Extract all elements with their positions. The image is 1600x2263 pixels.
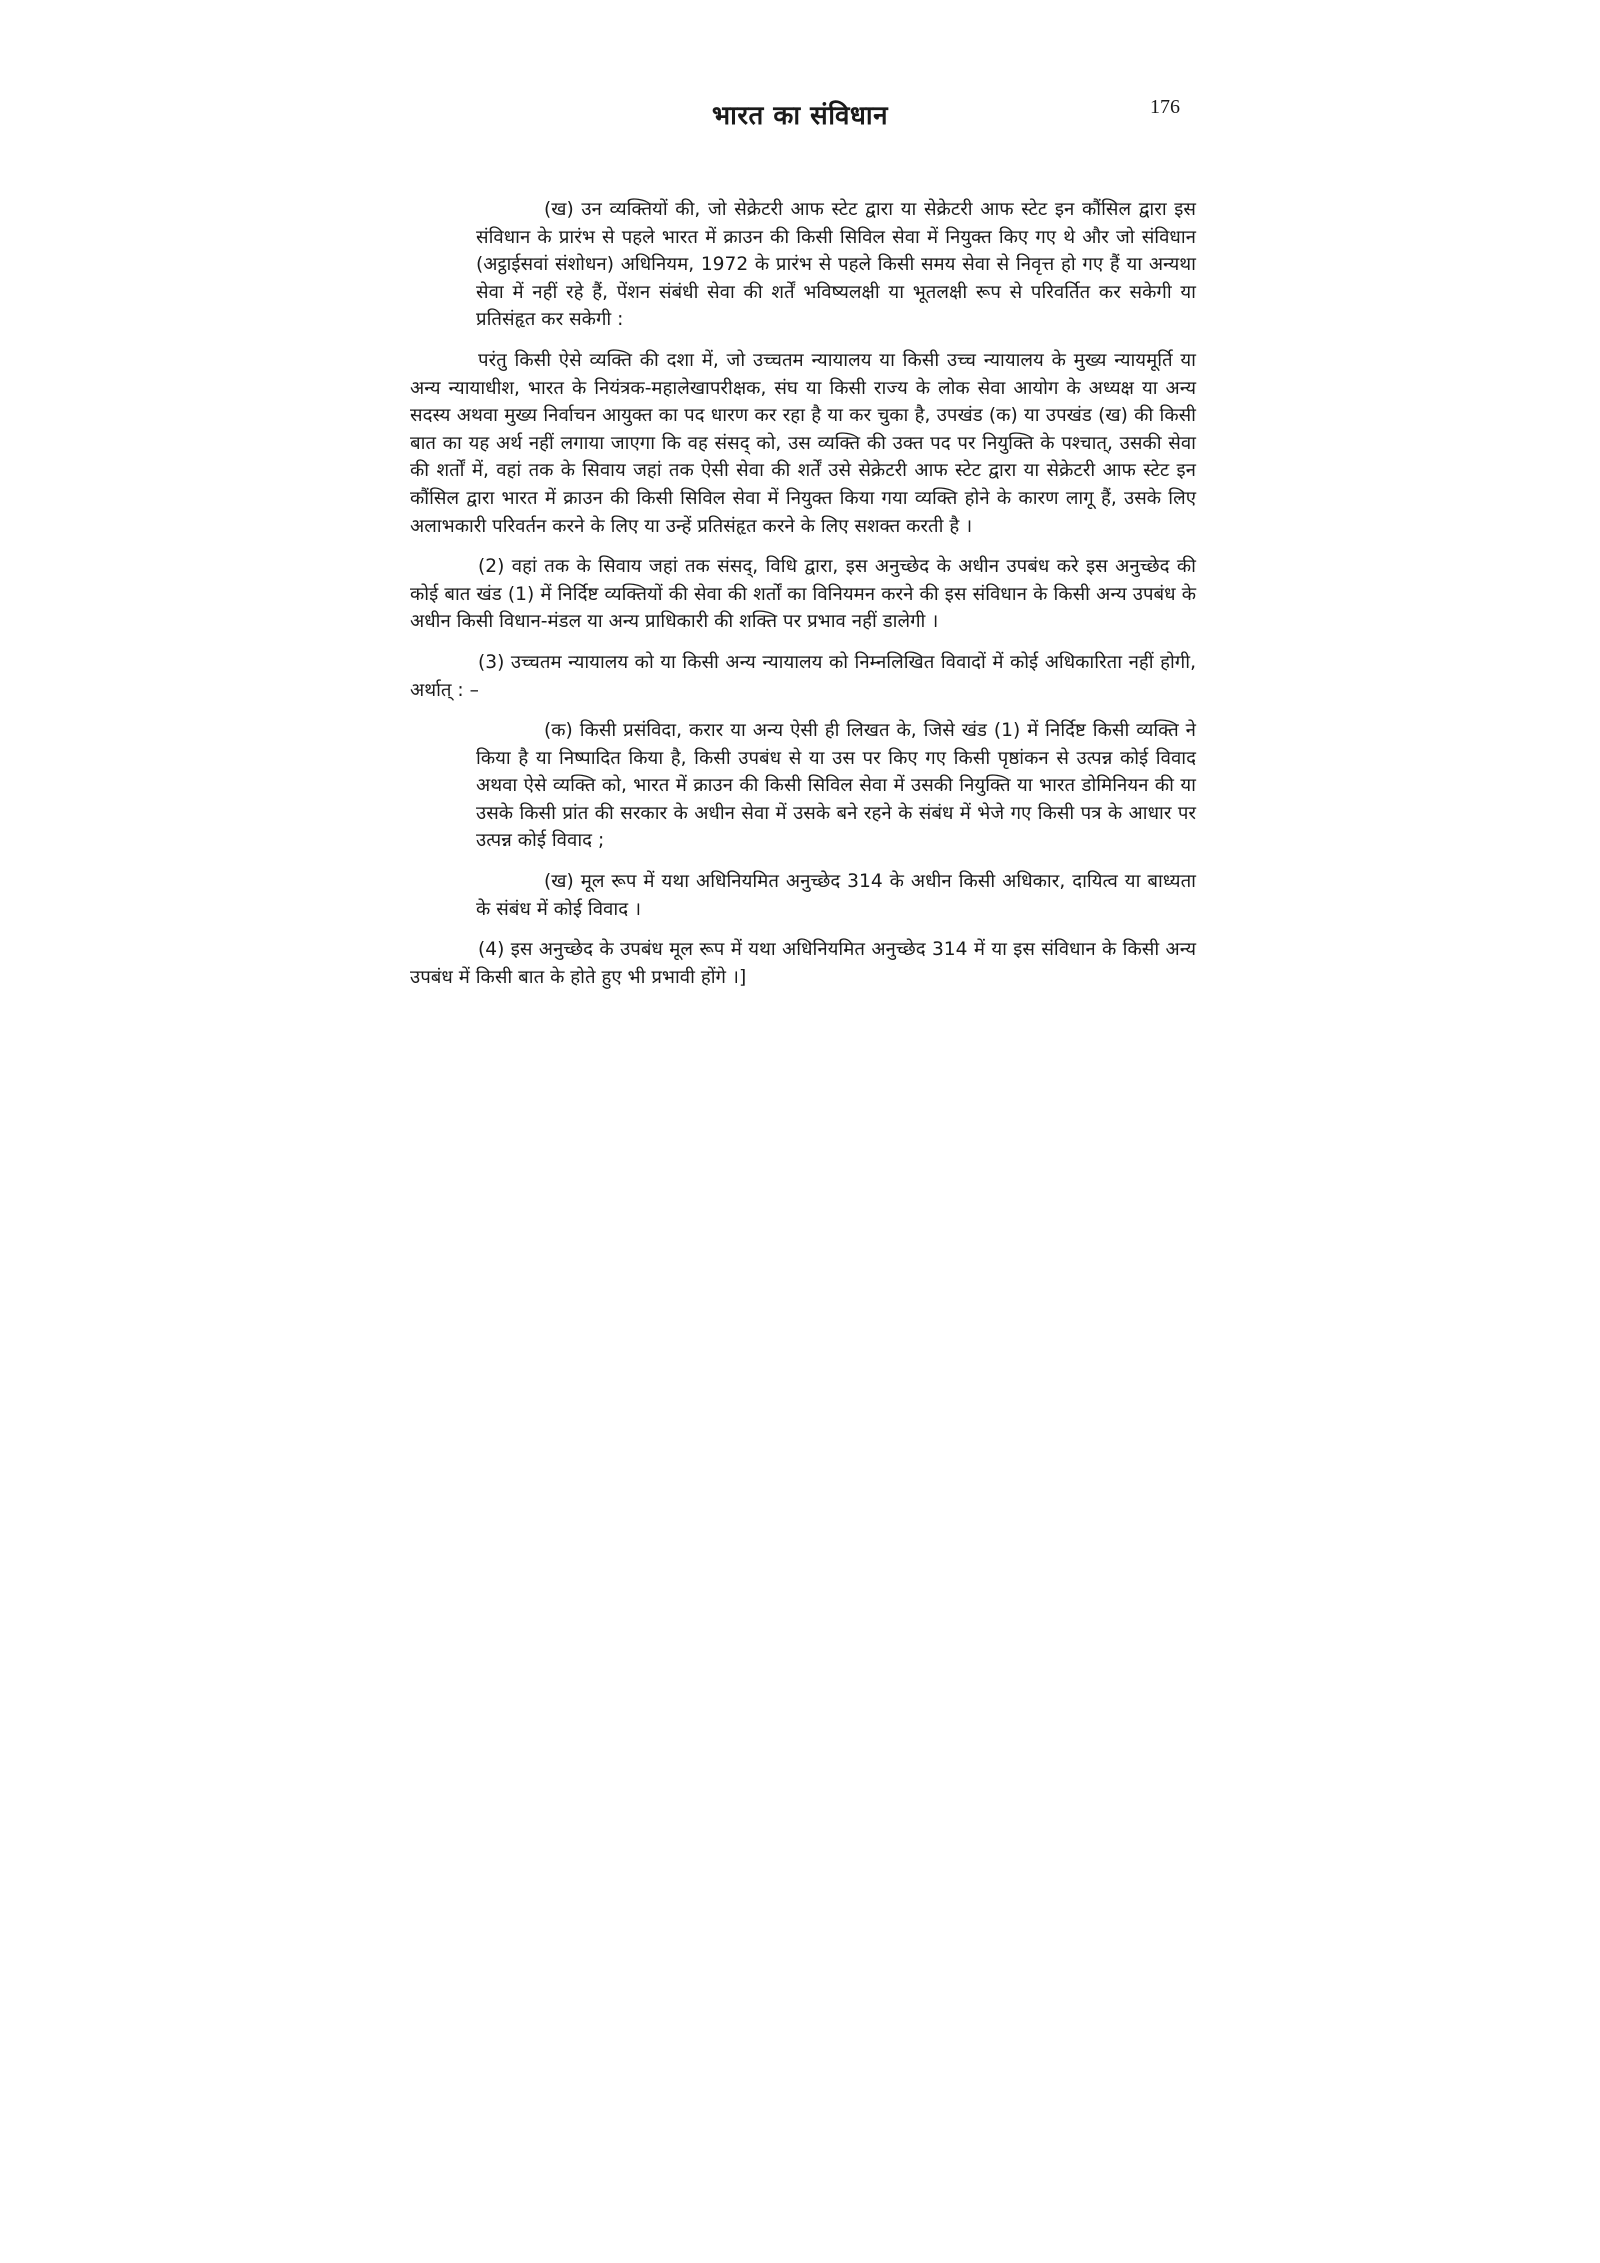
paragraph-clause-4: (4) इस अनुच्छेद के उपबंध मूल रूप में यथा अधिनियमित अनुच्छेद 314 में या इस संविधान के किसी अन्य उपबंध में किसी बात के होते हुए भी प्रभावी होंगे ।] — [410, 939, 1196, 988]
paragraph-clause-2: (2) वहां तक के सिवाय जहां तक संसद्, विधि द्वारा, इस अनुच्छेद के अधीन उपबंध करे इस अनुच्छेद की कोई बात खंड (1) में निर्दिष्ट व्यक्तियों की सेवा की शर्तों का विनियमन करने की इस संविधान के किसी अन्य उपबंध के अधीन किसी विधान-मंडल या अन्य प्राधिकारी की शक्ति पर प्रभाव नहीं डालेगी । — [410, 556, 1196, 633]
paragraph-subclause-ka: (क) किसी प्रसंविदा, करार या अन्य ऐसी ही लिखत के, जिसे खंड (1) में निर्दिष्ट किसी व्यक्ति ने किया है या निष्पादित किया है, किसी उपबंध से या उस पर किए गए किसी पृष्ठांकन से उत्पन्न कोई विवाद अथवा ऐसे व्यक्ति को, भारत में क्राउन की किसी सिविल सेवा में उसकी नियुक्ति या भारत डोमिनियन की या उसके किसी प्रांत की सरकार के अधीन सेवा में उसके बने रहने के संबंध में भेजे गए किसी पत्र के आधार पर उत्पन्न कोई विवाद ; — [476, 720, 1196, 852]
paragraph-clause-kha: (ख) उन व्यक्तियों की, जो सेक्रेटरी आफ स्टेट द्वारा या सेक्रेटरी आफ स्टेट इन कौंसिल द्वारा इस संविधान के प्रारंभ से पहले भारत में क्राउन की किसी सिविल सेवा में नियुक्त किए गए थे और जो संविधान (अट्ठाईसवां संशोधन) अधिनियम, 1972 के प्रारंभ से पहले किसी समय सेवा से निवृत्त हो गए हैं या अन्यथा सेवा में नहीं रहे हैं, पेंशन संबंधी सेवा की शर्तें भविष्यलक्षी या भूतलक्षी रूप से परिवर्तित कर सकेगी या प्रतिसंहृत कर सकेगी : — [476, 199, 1196, 331]
page-number: 176 — [1150, 96, 1180, 118]
paragraph-proviso: परंतु किसी ऐसे व्यक्ति की दशा में, जो उच्चतम न्यायालय या किसी उच्च न्यायालय के मुख्य न्यायमूर्ति या अन्य न्यायाधीश, भारत के नियंत्रक-महालेखापरीक्षक, संघ या किसी राज्य के लोक सेवा आयोग के अध्यक्ष या अन्य सदस्य अथवा मुख्य निर्वाचन आयुक्त का पद धारण कर रहा है या कर चुका है, उपखंड (क) या उपखंड (ख) की किसी बात का यह अर्थ नहीं लगाया जाएगा कि वह संसद् को, उस व्यक्ति की उक्त पद पर नियुक्ति के पश्चात्, उसकी सेवा की शर्तों में, वहां तक के सिवाय जहां तक ऐसी सेवा की शर्तें उसे सेक्रेटरी आफ स्टेट द्वारा या सेक्रेटरी आफ स्टेट इन कौंसिल द्वारा भारत में क्राउन की किसी सिविल सेवा में नियुक्त किया गया व्यक्ति होने के कारण लागू हैं, उसके लिए अलाभकारी परिवर्तन करने के लिए या उन्हें प्रतिसंहृत करने के लिए सशक्त करती है । — [410, 349, 1196, 537]
paragraph-subclause-kha: (ख) मूल रूप में यथा अधिनियमित अनुच्छेद 314 के अधीन किसी अधिकार, दायित्व या बाध्यता के संबंध में कोई विवाद । — [476, 871, 1196, 920]
document-body — [410, 196, 1196, 1004]
page-title: भारत का संविधान — [711, 101, 889, 131]
paragraph-clause-3: (3) उच्चतम न्यायालय को या किसी अन्य न्यायालय को निम्नलिखित विवादों में कोई अधिकारिता नहीं होगी, अर्थात् : – — [410, 651, 1196, 701]
